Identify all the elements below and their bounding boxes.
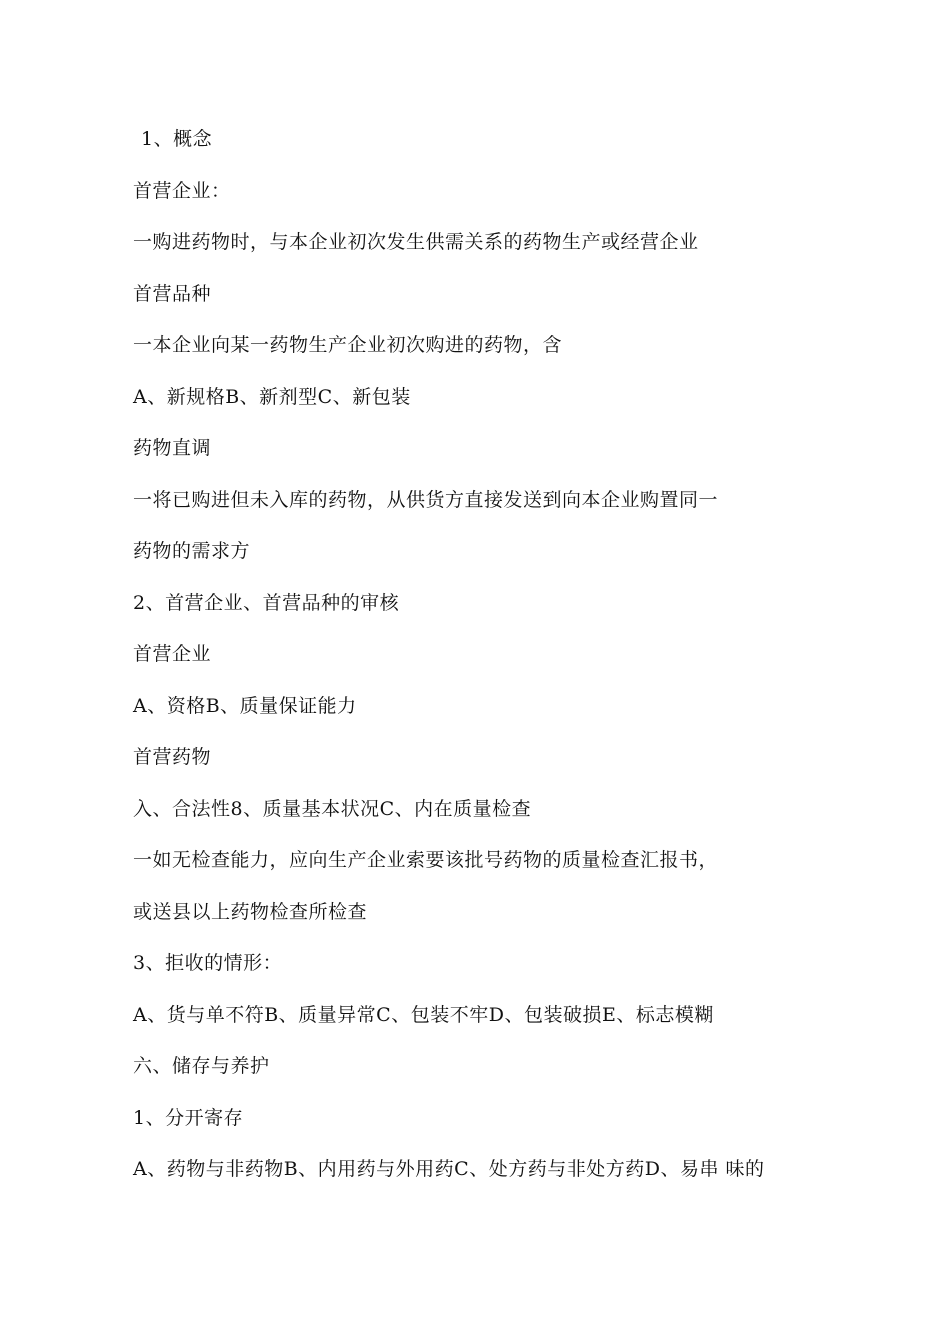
inspection-note: 一如无检查能力，应向生产企业索要该批号药物的质量检查汇报书，: [133, 849, 719, 871]
section-heading-separate-storage: 1、分开寄存: [133, 1106, 244, 1129]
term-first-enterprise-review: 首营企业: [133, 643, 212, 665]
inspection-note-cont: 或送县以上药物检查所检查: [133, 900, 368, 923]
term-direct-transfer: 药物直调: [133, 437, 212, 459]
definition-direct-transfer-cont: 药物的需求方: [133, 540, 251, 562]
section-heading-review: 2、首营企业、首营品种的审核: [133, 591, 400, 614]
enterprise-review-items: A、资格B、质量保证能力: [133, 694, 357, 717]
section-heading-rejection: 3、拒收的情形：: [133, 952, 283, 974]
term-first-drug: 首营药物: [133, 746, 212, 768]
separate-storage-items: A、药物与非药物B、内用药与外用药C、处方药与非处方药D、易串 味的: [133, 1158, 765, 1180]
definition-direct-transfer: 一将已购进但未入库的药物，从供货方直接发送到向本企业购置同一: [133, 488, 719, 511]
definition-first-enterprise: 一购进药物时，与本企业初次发生供需关系的药物生产或经营企业: [133, 231, 699, 253]
term-first-enterprise: 首营企业：: [133, 179, 231, 202]
chapter-heading-storage: 六、储存与养护: [133, 1055, 270, 1077]
first-variety-options: A、新规格B、新剂型C、新包装: [133, 385, 411, 408]
drug-review-items: 入、合法性8、质量基本状况C、内在质量检查: [133, 797, 532, 820]
rejection-items: A、货与单不符B、质量异常C、包装不牢D、包装破损E、标志模糊: [133, 1003, 714, 1026]
definition-first-variety: 一本企业向某一药物生产企业初次购进的药物，含: [133, 334, 563, 356]
term-first-variety: 首营品种: [133, 282, 212, 305]
section-heading-concept: 1、概念: [141, 128, 213, 150]
document-body: [133, 123, 893, 1205]
